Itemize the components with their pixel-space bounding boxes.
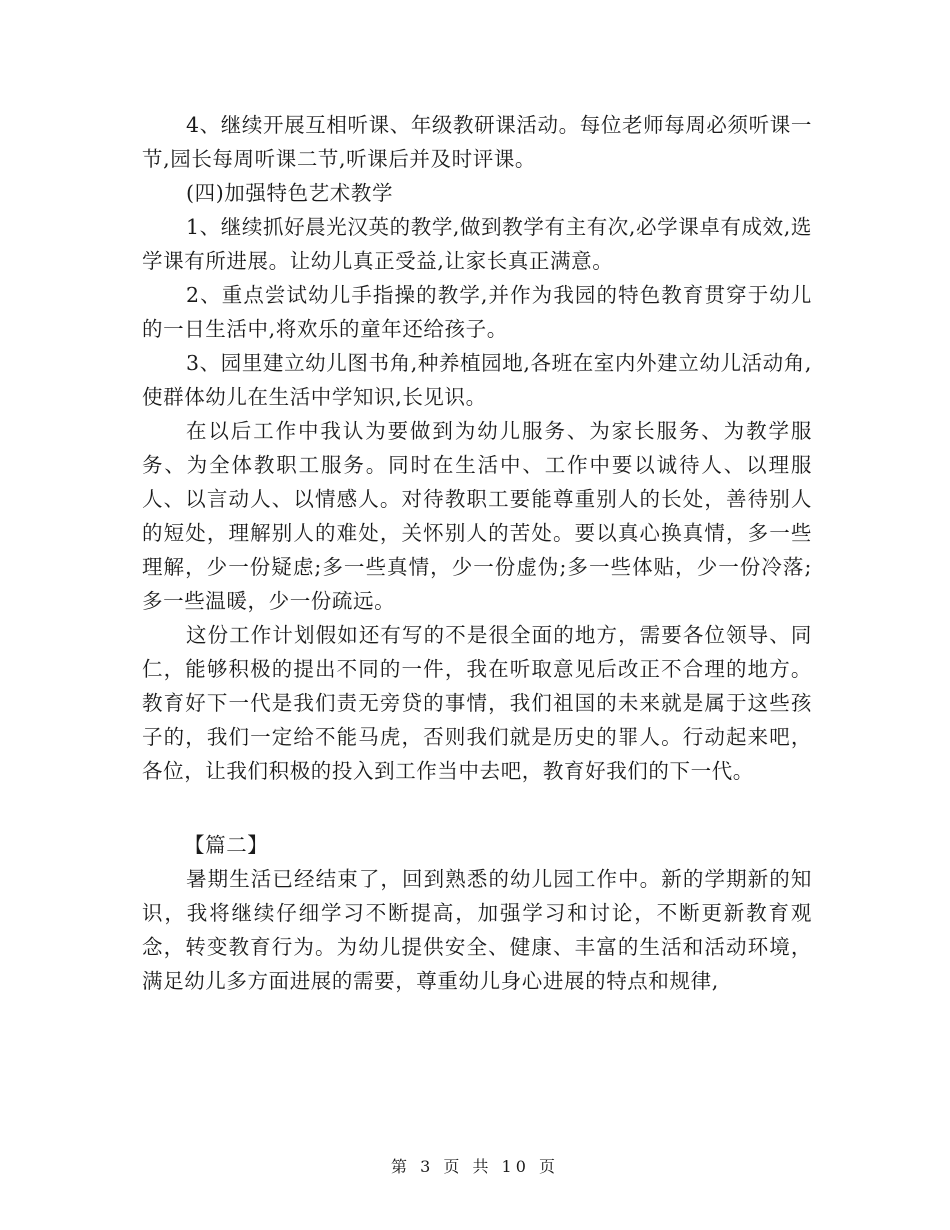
paragraph: 1、继续抓好晨光汉英的教学,做到教学有主有次,必学课卓有成效,选学课有所进展。让幼儿真正受益,让家长真正满意。	[142, 215, 812, 273]
section-heading: 【篇二】	[184, 833, 269, 857]
paragraph: 暑期生活已经结束了，回到熟悉的幼儿园工作中。新的学期新的知识，我将继续仔细学习不断提高，加强学习和讨论，不断更新教育观念，转变教育行为。为幼儿提供安全、健康、丰富的生活和活动环境，满足幼儿多方面进展的需要，尊重幼儿身心进展的特点和规律,	[142, 867, 812, 993]
paragraph: 这份工作计划假如还有写的不是很全面的地方，需要各位领导、同仁，能够积极的提出不同的一件，我在听取意见后改正不合理的地方。教育好下一代是我们责无旁贷的事情，我们祖国的未来就是属于这些孩子的，我们一定给不能马虎，否则我们就是历史的罪人。行动起来吧，各位，让我们积极的投入到工作当中去吧，教育好我们的下一代。	[142, 623, 812, 783]
paragraph: 2、重点尝试幼儿手指操的教学,并作为我园的特色教育贯穿于幼儿的一日生活中,将欢乐的童年还给孩子。	[142, 283, 812, 341]
paragraph: 在以后工作中我认为要做到为幼儿服务、为家长服务、为教学服务、为全体教职工服务。同时在生活中、工作中要以诚待人、以理服人、以言动人、以情感人。对待教职工要能尊重别人的长处，善待别人的短处，理解别人的难处，关怀别人的苦处。要以真心换真情，多一些理解，少一份疑虑;多一些真情，少一份虚伪;多一些体贴，少一份冷落;多一些温暖，少一份疏远。	[142, 419, 812, 613]
page-footer: 第 3 页 共 10 页	[391, 1157, 559, 1176]
section-spacer	[142, 788, 812, 828]
subsection-heading: (四)加强特色艺术教学	[186, 181, 394, 205]
document-page	[142, 108, 812, 998]
paragraph: 4、继续开展互相听课、年级教研课活动。每位老师每周必须听课一节,园长每周听课二节,听课后并及时评课。	[142, 113, 812, 171]
paragraph: 3、园里建立幼儿图书角,种养植园地,各班在室内外建立幼儿活动角,使群体幼儿在生活中学知识,长见识。	[142, 351, 812, 409]
